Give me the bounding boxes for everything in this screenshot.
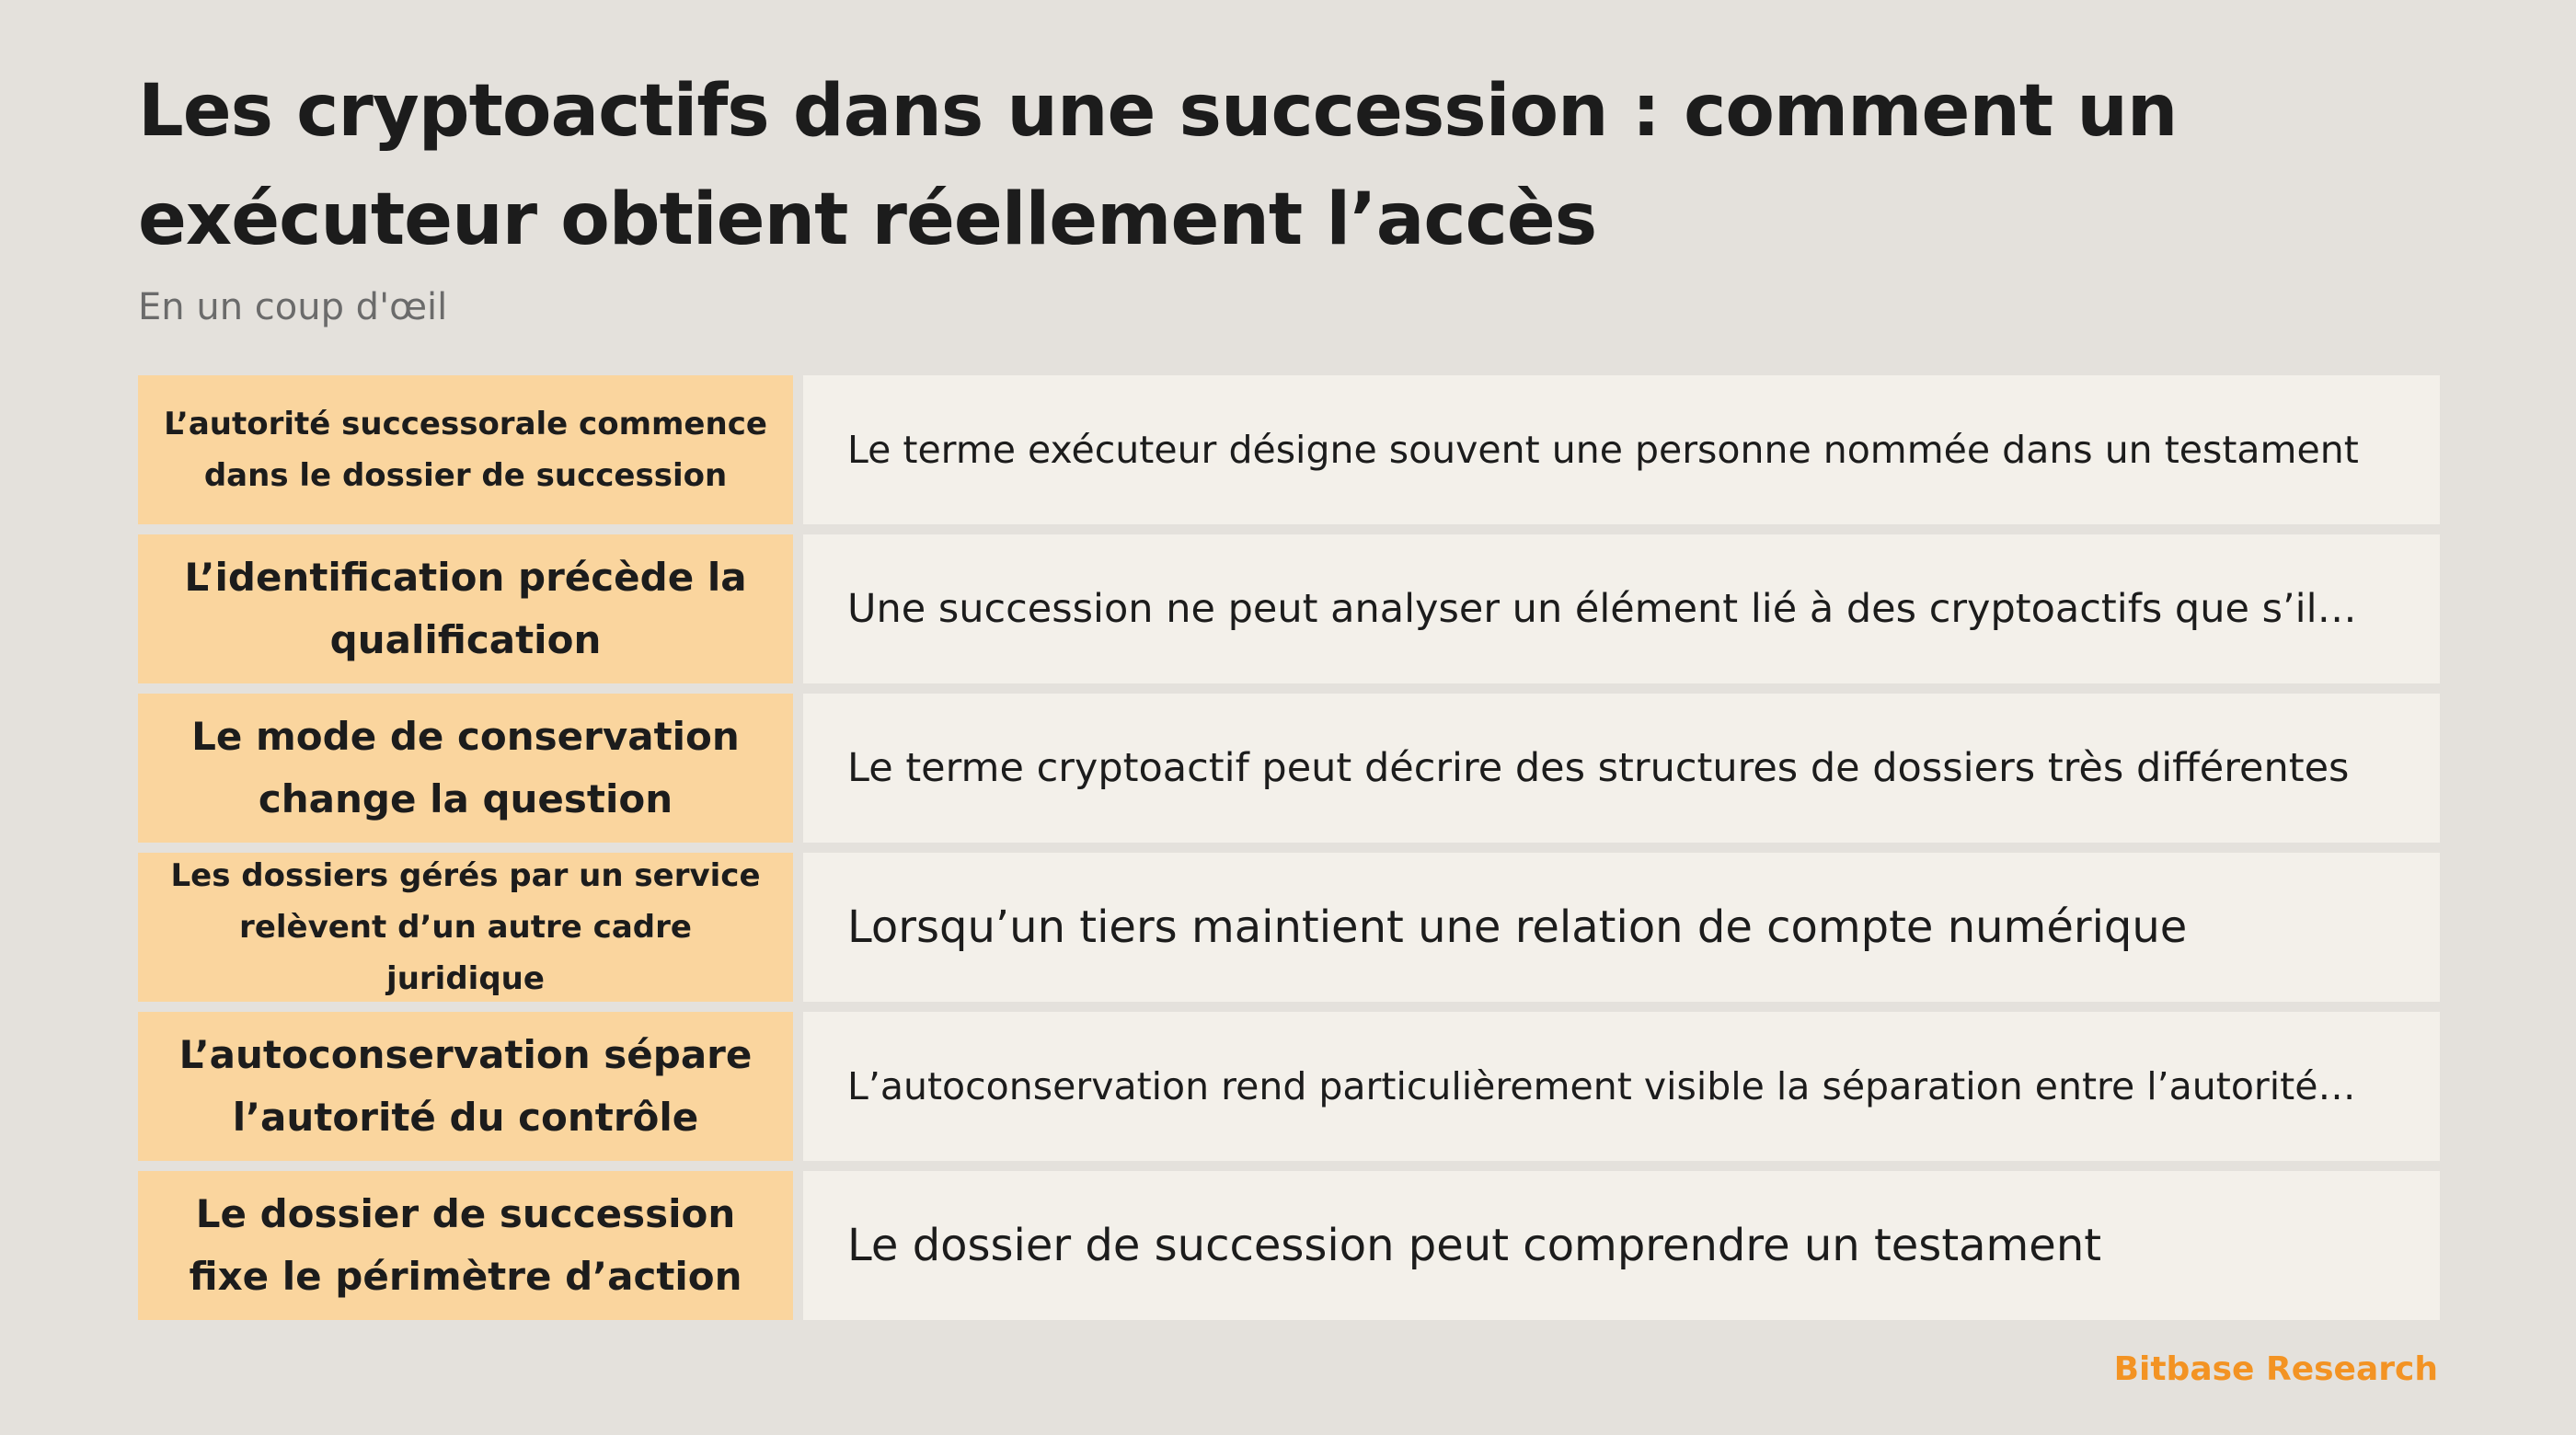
row-label: Le mode de conservation change la question	[138, 694, 793, 843]
summary-row	[138, 534, 2440, 683]
summary-table	[138, 375, 2440, 1330]
summary-row	[138, 375, 2440, 524]
row-label: L’autoconservation sépare l’autorité du contrôle	[138, 1012, 793, 1161]
row-label: Le dossier de succession fixe le périmètre d’action	[138, 1171, 793, 1320]
summary-row	[138, 853, 2440, 1002]
row-text: Lorsqu’un tiers maintient une relation de compte numérique	[803, 853, 2440, 1002]
page-title: Les cryptoactifs dans une succession : comment un exécuteur obtient réellement l’accès	[138, 70, 2178, 261]
row-label: L’identification précède la qualification	[138, 534, 793, 683]
page-subtitle: En un coup d'œil	[138, 286, 448, 328]
summary-row	[138, 1171, 2440, 1320]
row-text: Le dossier de succession peut comprendre un testament	[803, 1171, 2440, 1320]
row-text: Le terme exécuteur désigne souvent une personne nommée dans un testament	[803, 375, 2440, 524]
row-text: L’autoconservation rend particulièrement visible la séparation entre l’autorité…	[803, 1012, 2440, 1161]
row-text: Une succession ne peut analyser un élément lié à des cryptoactifs que s’il…	[803, 534, 2440, 683]
summary-row	[138, 1012, 2440, 1161]
summary-row	[138, 694, 2440, 843]
row-label: Les dossiers gérés par un service relèvent d’un autre cadre juridique	[138, 853, 793, 1002]
footer-brand: Bitbase Research	[2113, 1350, 2438, 1388]
row-text: Le terme cryptoactif peut décrire des structures de dossiers très différentes	[803, 694, 2440, 843]
row-label: L’autorité successorale commence dans le dossier de succession	[138, 375, 793, 524]
